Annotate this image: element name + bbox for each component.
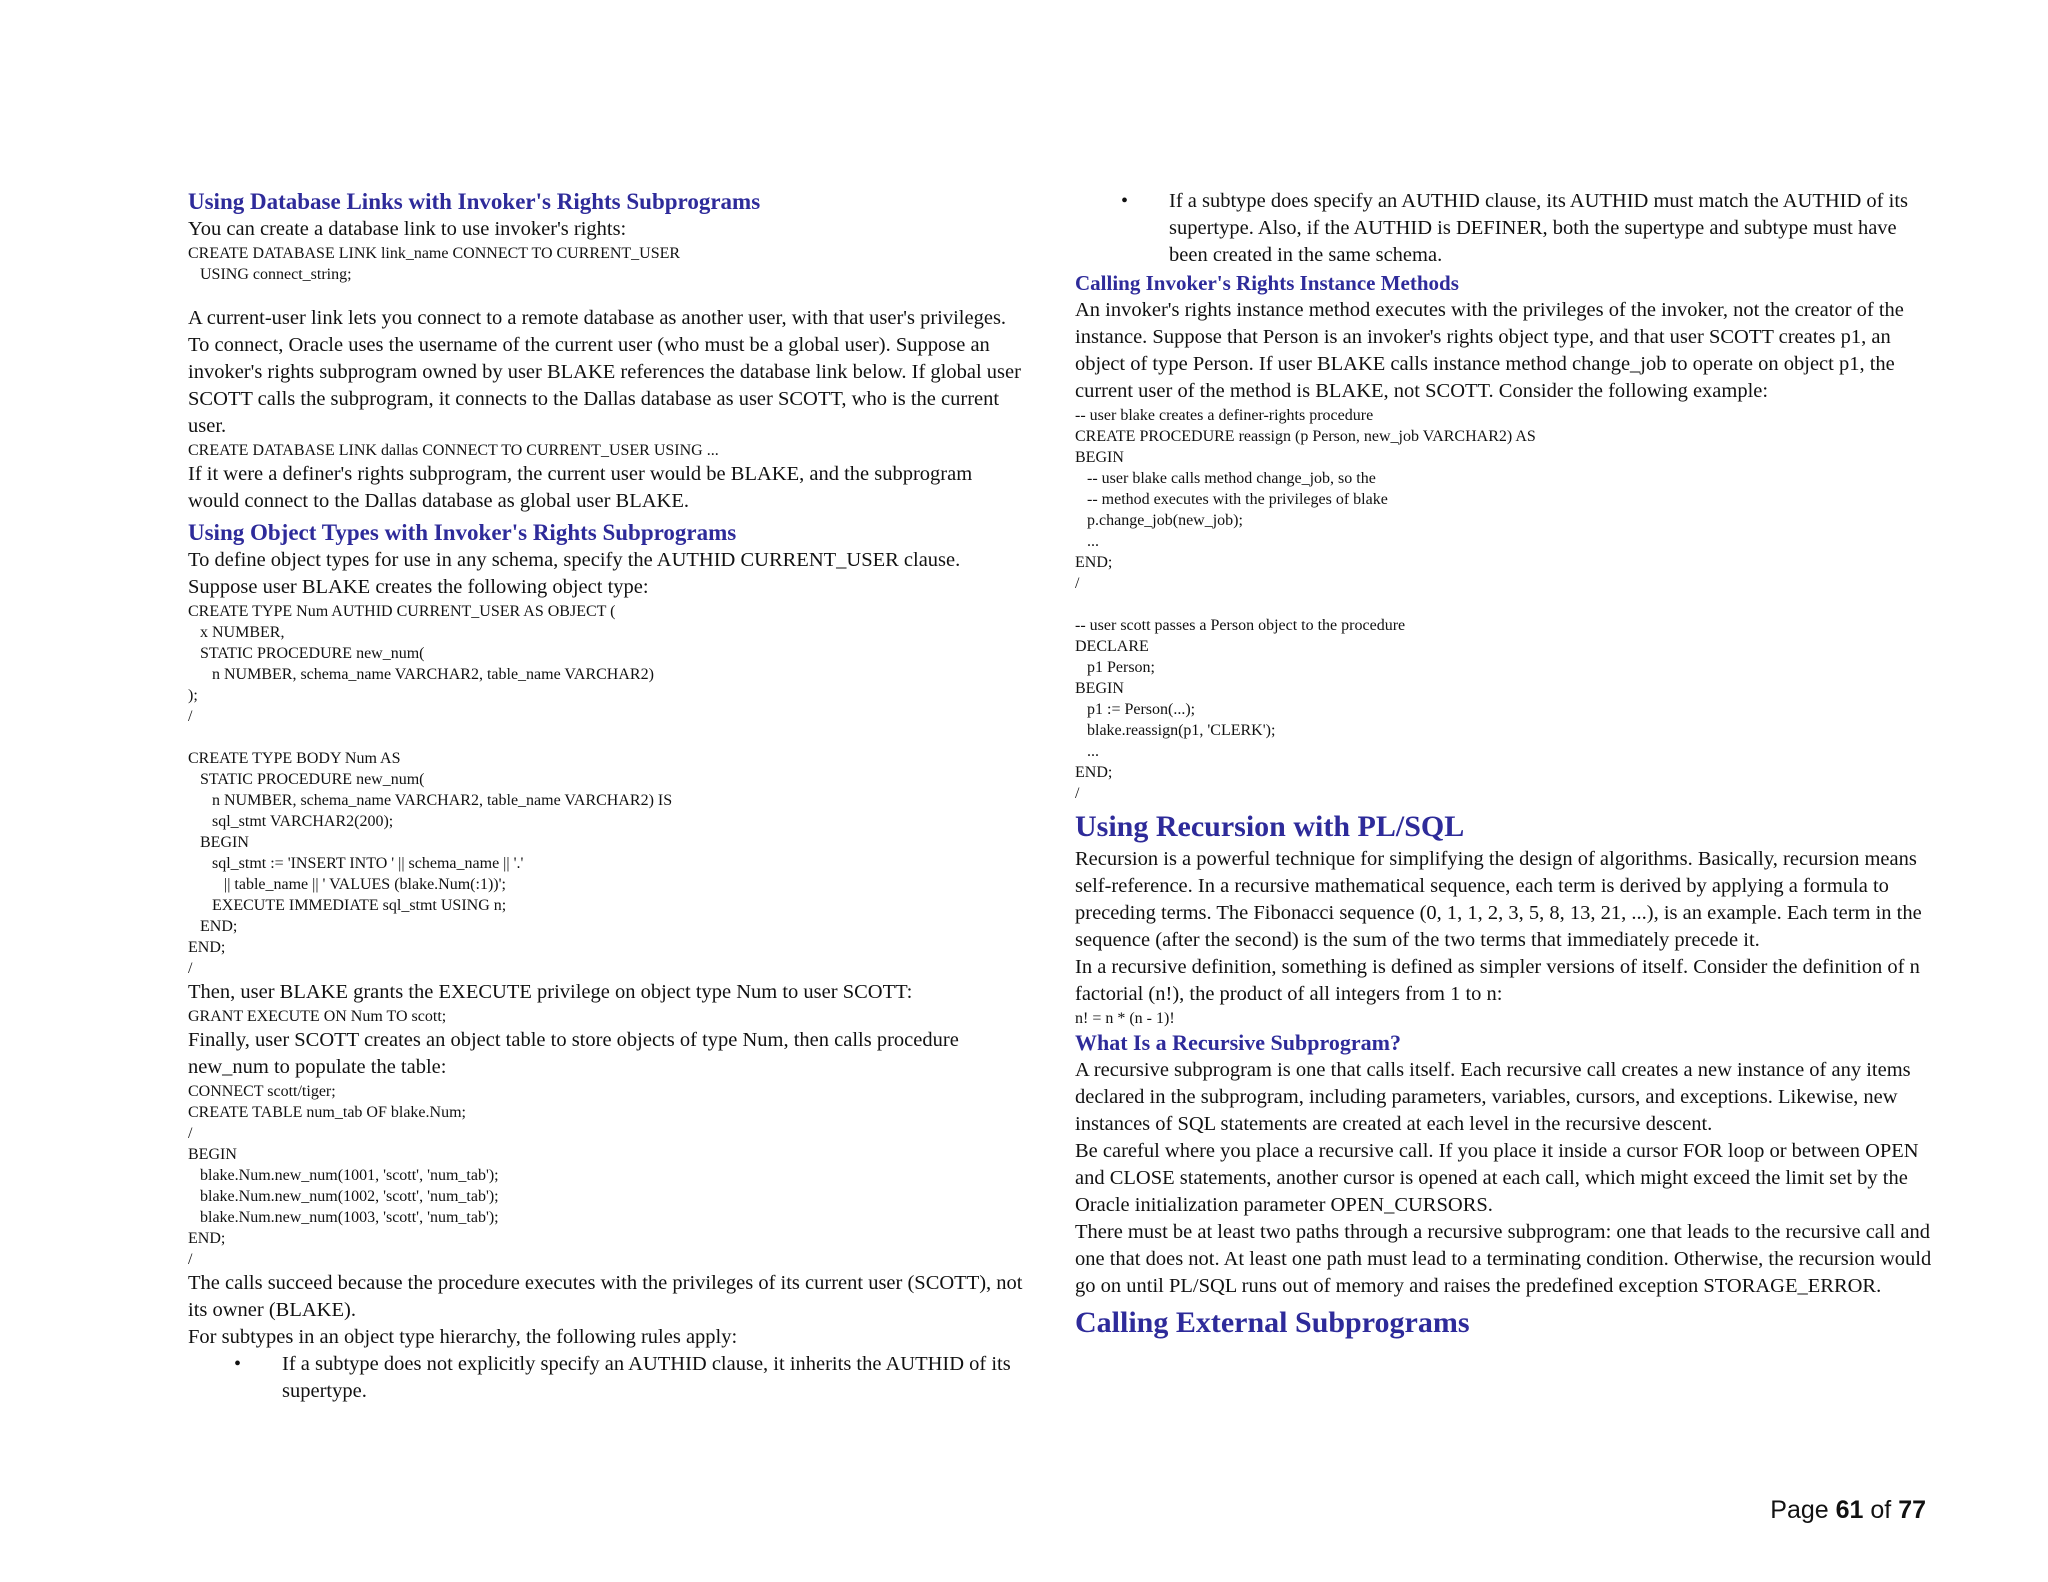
list-item xyxy=(188,1351,1028,1405)
bullet-icon: • xyxy=(234,1353,242,1375)
page-number xyxy=(1770,1496,1926,1525)
right-column xyxy=(1075,188,1935,1342)
bullet-list xyxy=(188,1351,1028,1405)
paragraph: If it were a definer's rights subprogram, the current user would be BLAKE, and the subprogram would connect to the Dallas database as global user BLAKE. xyxy=(188,463,973,512)
code-block: -- user blake creates a definer-rights procedure CREATE PROCEDURE reassign (p Person, new_job VARCHAR2) AS BEGIN -- user blake calls method change_job, so the -- method executes with the privileges of blake p.change_job(new_job); ... END; / -- user scott passes a Person object to the procedure DECLARE p1 Person; BEGIN p1 := Person(...); blake.reassign(p1, 'CLERK'); ... END; / xyxy=(1075,407,1536,802)
section-heading-recursive-subprogram: What Is a Recursive Subprogram? xyxy=(1075,1030,1401,1055)
paragraph: There must be at least two paths through a recursive subprogram: one that leads to the recursive call and one that does not. At least one path must lead to a terminating condition. Otherwise, the recursion would go on until PL/SQL runs out of memory and raises the predefined exception STORAGE_ERROR. xyxy=(1075,1221,1932,1297)
paragraph: Then, user BLAKE grants the EXECUTE privilege on object type Num to user SCOTT: xyxy=(188,981,913,1003)
paragraph: Be careful where you place a recursive call. If you place it inside a cursor FOR loop or between OPEN and CLOSE statements, another cursor is opened at each call, which might exceed the limit set by the Oracle initialization parameter OPEN_CURSORS. xyxy=(1075,1140,1919,1216)
code-block: CREATE TYPE Num AUTHID CURRENT_USER AS OBJECT ( x NUMBER, STATIC PROCEDURE new_num( n NUMBER, schema_name VARCHAR2, table_name VARCHAR2) ); / CREATE TYPE BODY Num AS STATIC PROCEDURE new_num( n NUMBER, schema_name VARCHAR2, table_name VARCHAR2) IS sql_stmt VARCHAR2(200); BEGIN sql_stmt := 'INSERT INTO ' || schema_name || '.' || table_name || ' VALUES (blake.Num(:1))'; EXECUTE IMMEDIATE sql_stmt USING n; END; END; / xyxy=(188,603,673,977)
list-item-text: If a subtype does specify an AUTHID clause, its AUTHID must match the AUTHID of its supertype. Also, if the AUTHID is DEFINER, both the supertype and subtype must have been created in the same schema. xyxy=(1169,190,1908,266)
paragraph: You can create a database link to use invoker's rights: xyxy=(188,218,627,240)
section-heading-instance-methods: Calling Invoker's Rights Instance Methods xyxy=(1075,271,1459,295)
code-block: GRANT EXECUTE ON Num TO scott; xyxy=(188,1008,447,1025)
paragraph: For subtypes in an object type hierarchy, the following rules apply: xyxy=(188,1326,738,1348)
page-number-current: 61 xyxy=(1835,1496,1864,1524)
paragraph: A current-user link lets you connect to a remote database as another user, with that user's privileges. To connect, Oracle uses the username of the current user (who must be a global user). Suppose an invoker's rights subprogram owned by user BLAKE references the database link below. If global user SCOTT calls the subprogram, it connects to the Dallas database as user SCOTT, who is the current user. xyxy=(188,307,1021,437)
paragraph: Finally, user SCOTT creates an object table to store objects of type Num, then calls procedure new_num to populate the table: xyxy=(188,1029,959,1078)
bullet-icon: • xyxy=(1121,190,1129,212)
code-block: CONNECT scott/tiger; CREATE TABLE num_tab OF blake.Num; / BEGIN blake.Num.new_num(1001, 'scott', 'num_tab'); blake.Num.new_num(1002, 'scott', 'num_tab'); blake.Num.new_num(1003, 'scott', 'num_tab'); END; / xyxy=(188,1083,499,1268)
paragraph: To define object types for use in any schema, specify the AUTHID CURRENT_USER clause. Suppose user BLAKE creates the following object type: xyxy=(188,549,961,598)
paragraph: In a recursive definition, something is defined as simpler versions of itself. Consider the definition of n factorial (n!), the product of all integers from 1 to n: xyxy=(1075,956,1920,1005)
page-number-total: 77 xyxy=(1898,1496,1926,1524)
section-heading-database-links: Using Database Links with Invoker's Rights Subprograms xyxy=(188,189,761,214)
page-number-middle: of xyxy=(1863,1496,1899,1524)
paragraph: A recursive subprogram is one that calls itself. Each recursive call creates a new instance of any items declared in the subprogram, including parameters, variables, cursors, and exceptions. Likewise, new instances of SQL statements are created at each level in the recursive descent. xyxy=(1075,1059,1911,1135)
paragraph: The calls succeed because the procedure executes with the privileges of its current user (SCOTT), not its owner (BLAKE). xyxy=(188,1272,1023,1321)
paragraph: Recursion is a powerful technique for simplifying the design of algorithms. Basically, recursion means self-reference. In a recursive mathematical sequence, each term is derived by applying a formula to preceding terms. The Fibonacci sequence (0, 1, 1, 2, 3, 5, 8, 13, 21, ...), is an example. Each term in the sequence (after the second) is the sum of the two terms that immediately precede it. xyxy=(1075,848,1922,951)
list-item-text: If a subtype does not explicitly specify an AUTHID clause, it inherits the AUTHID of its supertype. xyxy=(282,1353,1011,1402)
left-column xyxy=(188,188,1028,1405)
section-heading-external-subprograms: Calling External Subprograms xyxy=(1075,1306,1470,1339)
page-number-prefix: Page xyxy=(1770,1496,1836,1524)
code-block: CREATE DATABASE LINK link_name CONNECT TO CURRENT_USER USING connect_string; xyxy=(188,245,681,283)
spacer xyxy=(188,285,1028,305)
section-heading-recursion: Using Recursion with PL/SQL xyxy=(1075,810,1465,843)
list-item xyxy=(1075,188,1935,269)
bullet-list xyxy=(1075,188,1935,269)
code-block: n! = n * (n - 1)! xyxy=(1075,1010,1175,1027)
section-heading-object-types: Using Object Types with Invoker's Rights Subprograms xyxy=(188,520,737,545)
paragraph: An invoker's rights instance method executes with the privileges of the invoker, not the creator of the instance. Suppose that Person is an invoker's rights object type, and that user SCOTT creates p1, an object of type Person. If user BLAKE calls instance method change_job to operate on object p1, the current user of the method is BLAKE, not SCOTT. Consider the following example: xyxy=(1075,299,1904,402)
code-block: CREATE DATABASE LINK dallas CONNECT TO CURRENT_USER USING ... xyxy=(188,442,719,459)
